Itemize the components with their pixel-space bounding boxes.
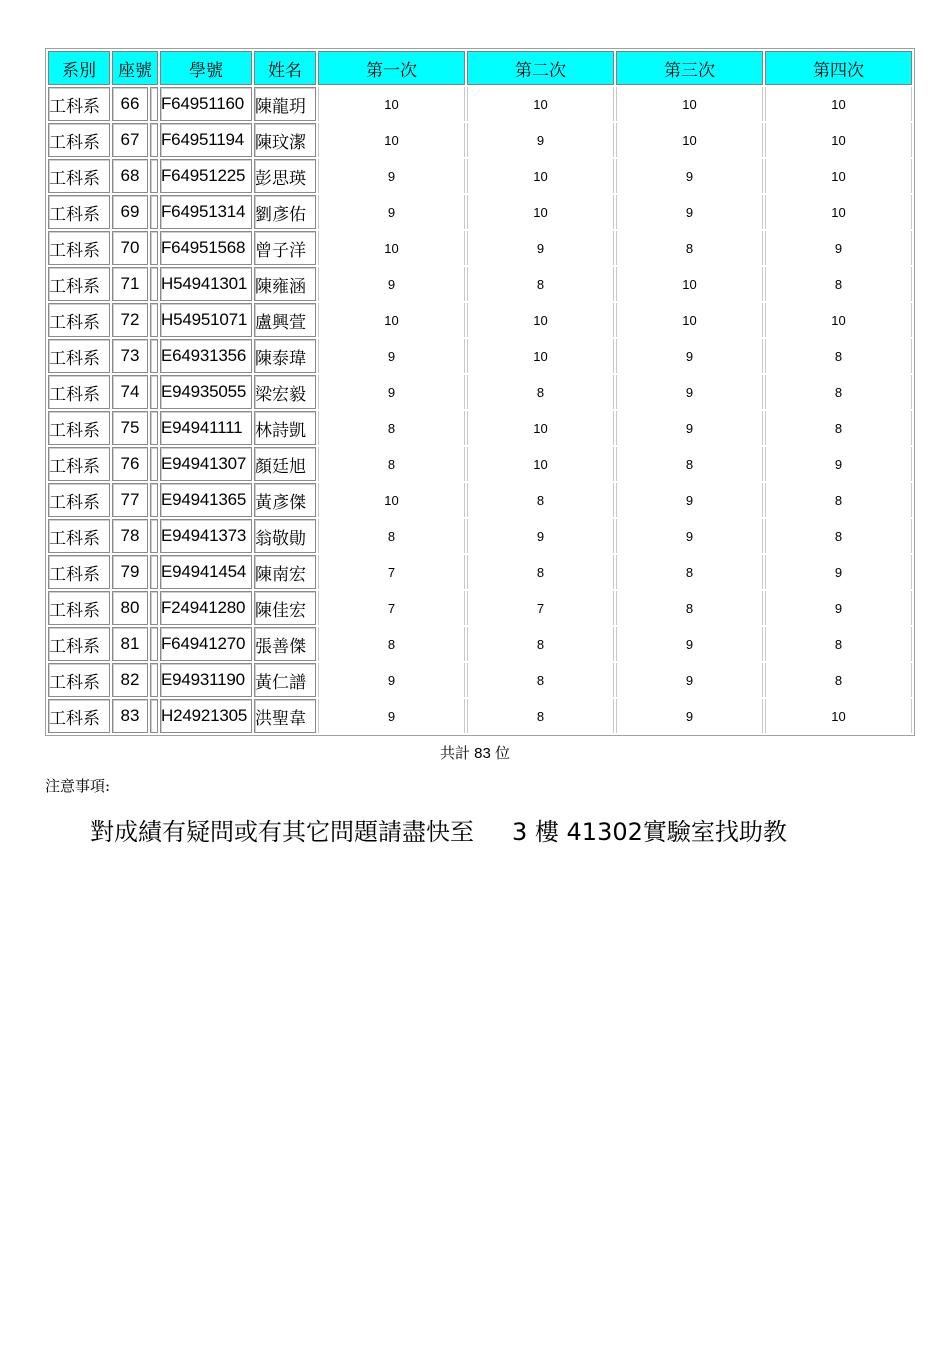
cell-dept: 工科系 xyxy=(48,375,110,409)
table-row xyxy=(48,303,912,337)
cell-name: 陳南宏 xyxy=(254,555,316,589)
cell-seat: 74 xyxy=(112,375,148,409)
cell-student-id: F24941280 xyxy=(160,591,252,625)
cell-score-4: 9 xyxy=(765,447,912,481)
cell-score-3: 9 xyxy=(616,339,763,373)
cell-name: 黃彥傑 xyxy=(254,483,316,517)
cell-seat: 77 xyxy=(112,483,148,517)
cell-seat: 79 xyxy=(112,555,148,589)
cell-spacer xyxy=(150,627,158,661)
cell-seat: 81 xyxy=(112,627,148,661)
cell-seat: 82 xyxy=(112,663,148,697)
cell-score-1: 9 xyxy=(318,195,465,229)
cell-score-2: 10 xyxy=(467,195,614,229)
grade-table xyxy=(45,48,915,736)
cell-score-1: 9 xyxy=(318,267,465,301)
cell-name: 曾子洋 xyxy=(254,231,316,265)
cell-spacer xyxy=(150,483,158,517)
table-row xyxy=(48,447,912,481)
table-row xyxy=(48,339,912,373)
cell-spacer xyxy=(150,663,158,697)
cell-name: 陳佳宏 xyxy=(254,591,316,625)
cell-score-3: 9 xyxy=(616,663,763,697)
cell-spacer xyxy=(150,123,158,157)
cell-name: 梁宏毅 xyxy=(254,375,316,409)
cell-score-2: 10 xyxy=(467,159,614,193)
cell-score-3: 9 xyxy=(616,699,763,733)
grade-body xyxy=(48,87,912,733)
cell-score-3: 10 xyxy=(616,303,763,337)
header-score-3: 第三次 xyxy=(616,51,763,85)
cell-score-4: 8 xyxy=(765,519,912,553)
table-row xyxy=(48,663,912,697)
cell-score-2: 9 xyxy=(467,231,614,265)
cell-score-4: 10 xyxy=(765,699,912,733)
cell-score-4: 10 xyxy=(765,195,912,229)
table-row xyxy=(48,231,912,265)
header-dept: 系別 xyxy=(48,51,110,85)
cell-score-3: 9 xyxy=(616,627,763,661)
cell-score-2: 9 xyxy=(467,123,614,157)
cell-score-4: 8 xyxy=(765,627,912,661)
header-score-1: 第一次 xyxy=(318,51,465,85)
cell-student-id: E94941454 xyxy=(160,555,252,589)
cell-score-1: 10 xyxy=(318,483,465,517)
cell-name: 陳玟潔 xyxy=(254,123,316,157)
cell-score-4: 8 xyxy=(765,339,912,373)
cell-dept: 工科系 xyxy=(48,303,110,337)
cell-seat: 75 xyxy=(112,411,148,445)
header-score-4: 第四次 xyxy=(765,51,912,85)
header-row xyxy=(48,51,912,85)
notice-body xyxy=(90,812,787,847)
cell-name: 盧興萱 xyxy=(254,303,316,337)
cell-score-4: 9 xyxy=(765,231,912,265)
cell-score-4: 8 xyxy=(765,663,912,697)
cell-score-1: 9 xyxy=(318,339,465,373)
cell-spacer xyxy=(150,375,158,409)
cell-student-id: F64951314 xyxy=(160,195,252,229)
cell-seat: 76 xyxy=(112,447,148,481)
cell-name: 彭思瑛 xyxy=(254,159,316,193)
cell-score-4: 10 xyxy=(765,303,912,337)
cell-seat: 83 xyxy=(112,699,148,733)
cell-spacer xyxy=(150,87,158,121)
table-row xyxy=(48,87,912,121)
cell-name: 陳雍涵 xyxy=(254,267,316,301)
cell-student-id: H54941301 xyxy=(160,267,252,301)
cell-score-2: 10 xyxy=(467,339,614,373)
cell-dept: 工科系 xyxy=(48,159,110,193)
cell-score-3: 8 xyxy=(616,231,763,265)
cell-score-2: 8 xyxy=(467,627,614,661)
cell-spacer xyxy=(150,195,158,229)
cell-dept: 工科系 xyxy=(48,483,110,517)
cell-score-3: 8 xyxy=(616,591,763,625)
table-row xyxy=(48,519,912,553)
cell-score-2: 10 xyxy=(467,87,614,121)
cell-score-3: 9 xyxy=(616,375,763,409)
cell-dept: 工科系 xyxy=(48,267,110,301)
cell-name: 翁敬勛 xyxy=(254,519,316,553)
cell-score-1: 7 xyxy=(318,555,465,589)
cell-spacer xyxy=(150,267,158,301)
cell-score-3: 10 xyxy=(616,267,763,301)
cell-score-1: 8 xyxy=(318,411,465,445)
cell-dept: 工科系 xyxy=(48,591,110,625)
cell-spacer xyxy=(150,519,158,553)
cell-name: 顏廷旭 xyxy=(254,447,316,481)
cell-seat: 69 xyxy=(112,195,148,229)
cell-score-3: 10 xyxy=(616,87,763,121)
cell-dept: 工科系 xyxy=(48,519,110,553)
cell-score-3: 10 xyxy=(616,123,763,157)
cell-name: 陳泰瑋 xyxy=(254,339,316,373)
cell-score-4: 8 xyxy=(765,267,912,301)
cell-seat: 68 xyxy=(112,159,148,193)
table-row xyxy=(48,699,912,733)
cell-score-1: 10 xyxy=(318,231,465,265)
cell-seat: 70 xyxy=(112,231,148,265)
cell-score-4: 8 xyxy=(765,375,912,409)
cell-score-4: 9 xyxy=(765,591,912,625)
cell-student-id: F64951568 xyxy=(160,231,252,265)
cell-score-2: 8 xyxy=(467,375,614,409)
cell-score-1: 9 xyxy=(318,159,465,193)
cell-dept: 工科系 xyxy=(48,123,110,157)
cell-name: 陳龍玥 xyxy=(254,87,316,121)
cell-score-4: 10 xyxy=(765,123,912,157)
cell-name: 黃仁譜 xyxy=(254,663,316,697)
cell-spacer xyxy=(150,555,158,589)
cell-student-id: F64941270 xyxy=(160,627,252,661)
cell-score-2: 8 xyxy=(467,699,614,733)
table-row xyxy=(48,195,912,229)
cell-score-1: 9 xyxy=(318,375,465,409)
cell-score-3: 9 xyxy=(616,159,763,193)
cell-score-2: 10 xyxy=(467,303,614,337)
cell-seat: 80 xyxy=(112,591,148,625)
header-name: 姓名 xyxy=(254,51,316,85)
header-score-2: 第二次 xyxy=(467,51,614,85)
cell-score-4: 8 xyxy=(765,411,912,445)
cell-dept: 工科系 xyxy=(48,195,110,229)
cell-student-id: H54951071 xyxy=(160,303,252,337)
cell-score-4: 10 xyxy=(765,87,912,121)
cell-score-1: 8 xyxy=(318,519,465,553)
cell-spacer xyxy=(150,411,158,445)
cell-score-1: 10 xyxy=(318,123,465,157)
cell-seat: 67 xyxy=(112,123,148,157)
cell-student-id: F64951160 xyxy=(160,87,252,121)
cell-score-1: 8 xyxy=(318,447,465,481)
cell-score-3: 9 xyxy=(616,411,763,445)
cell-seat: 72 xyxy=(112,303,148,337)
table-row xyxy=(48,411,912,445)
cell-dept: 工科系 xyxy=(48,627,110,661)
cell-dept: 工科系 xyxy=(48,87,110,121)
cell-score-1: 7 xyxy=(318,591,465,625)
cell-score-2: 8 xyxy=(467,663,614,697)
cell-spacer xyxy=(150,447,158,481)
cell-score-2: 8 xyxy=(467,267,614,301)
cell-score-1: 10 xyxy=(318,303,465,337)
cell-seat: 73 xyxy=(112,339,148,373)
cell-name: 劉彥佑 xyxy=(254,195,316,229)
notice-heading: 注意事項: xyxy=(45,777,111,795)
cell-spacer xyxy=(150,699,158,733)
table-row xyxy=(48,267,912,301)
cell-student-id: E94941111 xyxy=(160,411,252,445)
header-student-id: 學號 xyxy=(160,51,252,85)
cell-score-2: 8 xyxy=(467,555,614,589)
cell-score-3: 8 xyxy=(616,447,763,481)
cell-student-id: F64951225 xyxy=(160,159,252,193)
cell-student-id: E94935055 xyxy=(160,375,252,409)
cell-score-3: 8 xyxy=(616,555,763,589)
total-count: 共計 83 位 xyxy=(439,745,511,762)
cell-name: 林詩凱 xyxy=(254,411,316,445)
cell-score-4: 10 xyxy=(765,159,912,193)
cell-score-4: 9 xyxy=(765,555,912,589)
cell-spacer xyxy=(150,159,158,193)
cell-dept: 工科系 xyxy=(48,663,110,697)
cell-spacer xyxy=(150,339,158,373)
cell-score-2: 7 xyxy=(467,591,614,625)
header-seat: 座號 xyxy=(112,51,158,85)
table-row xyxy=(48,591,912,625)
cell-student-id: E64931356 xyxy=(160,339,252,373)
cell-student-id: H24921305 xyxy=(160,699,252,733)
cell-score-1: 9 xyxy=(318,663,465,697)
cell-score-1: 8 xyxy=(318,627,465,661)
cell-student-id: E94931190 xyxy=(160,663,252,697)
cell-score-2: 8 xyxy=(467,483,614,517)
cell-student-id: E94941307 xyxy=(160,447,252,481)
table-row xyxy=(48,483,912,517)
cell-spacer xyxy=(150,303,158,337)
cell-score-1: 10 xyxy=(318,87,465,121)
cell-student-id: F64951194 xyxy=(160,123,252,157)
cell-dept: 工科系 xyxy=(48,699,110,733)
cell-dept: 工科系 xyxy=(48,555,110,589)
cell-seat: 71 xyxy=(112,267,148,301)
cell-name: 洪聖韋 xyxy=(254,699,316,733)
cell-dept: 工科系 xyxy=(48,339,110,373)
cell-score-4: 8 xyxy=(765,483,912,517)
cell-score-3: 9 xyxy=(616,483,763,517)
cell-spacer xyxy=(150,591,158,625)
cell-score-3: 9 xyxy=(616,519,763,553)
cell-dept: 工科系 xyxy=(48,231,110,265)
cell-dept: 工科系 xyxy=(48,411,110,445)
notice-text-part1: 對成績有疑問或有其它問題請盡快至 xyxy=(90,818,474,846)
cell-seat: 66 xyxy=(112,87,148,121)
cell-dept: 工科系 xyxy=(48,447,110,481)
cell-score-1: 9 xyxy=(318,699,465,733)
table-row xyxy=(48,555,912,589)
cell-seat: 78 xyxy=(112,519,148,553)
cell-score-2: 10 xyxy=(467,447,614,481)
cell-score-3: 9 xyxy=(616,195,763,229)
cell-student-id: E94941373 xyxy=(160,519,252,553)
cell-spacer xyxy=(150,231,158,265)
table-row xyxy=(48,123,912,157)
cell-score-2: 10 xyxy=(467,411,614,445)
cell-score-2: 9 xyxy=(467,519,614,553)
cell-name: 張善傑 xyxy=(254,627,316,661)
cell-student-id: E94941365 xyxy=(160,483,252,517)
notice-text-part2: 3 樓 41302實驗室找助教 xyxy=(512,818,787,846)
table-row xyxy=(48,375,912,409)
table-row xyxy=(48,159,912,193)
table-row xyxy=(48,627,912,661)
